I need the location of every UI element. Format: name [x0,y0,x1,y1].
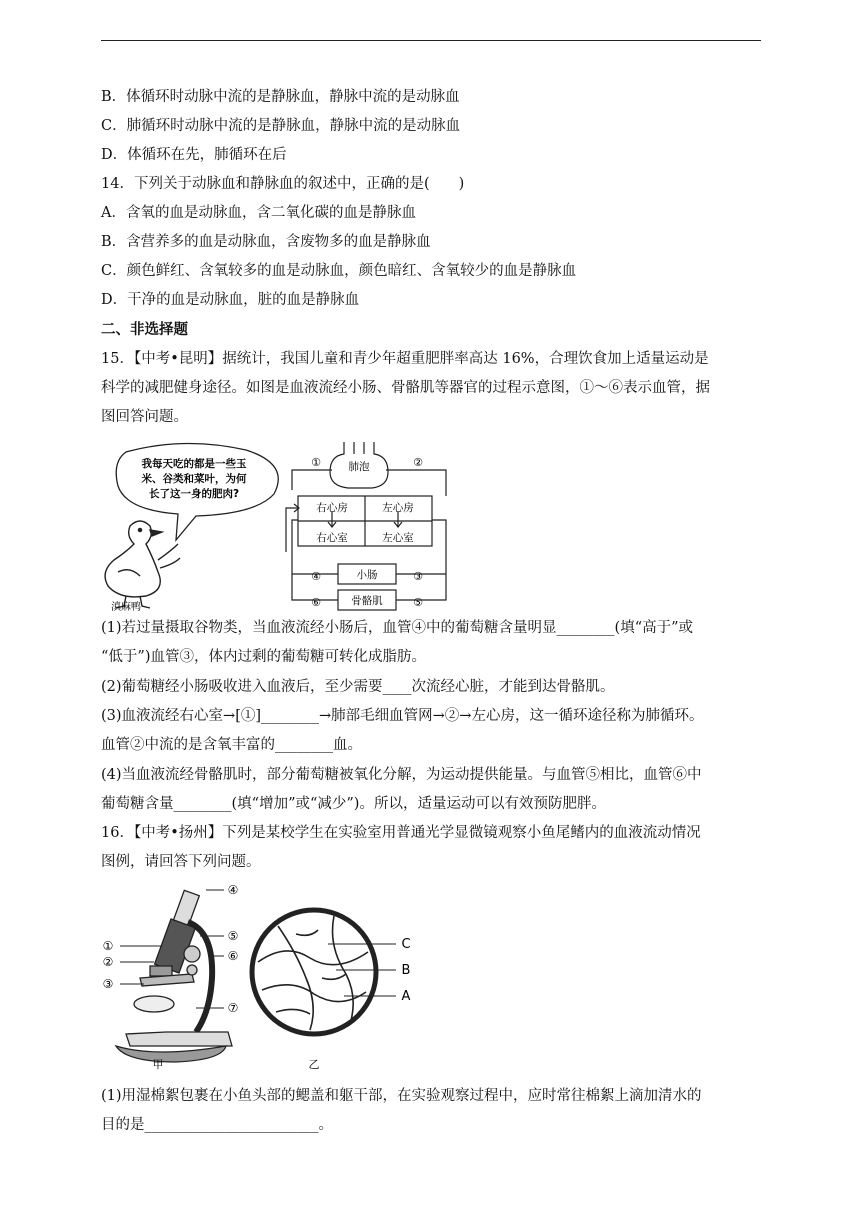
q13-option-b: B．体循环时动脉中流的是静脉血，静脉中流的是动脉血 [101,89,460,105]
vessel-label-a: A [401,989,411,1004]
microscope-part-4: ④ [227,883,239,897]
label-jia: 甲 [152,1058,164,1071]
q13-option-c: C．肺循环时动脉中流的是静脉血，静脉中流的是动脉血 [101,118,461,134]
bubble-text-2: 米、谷类和菜叶，为何 [141,473,247,485]
q15-part4-line1: (4)当血液流经骨骼肌时，部分葡萄糖被氧化分解，为运动提供能量。与血管⑤相比，血管⑥中 [101,767,702,783]
vessel-num-1: ① [311,456,321,469]
microscope-part-7: ⑦ [227,1001,239,1015]
q15-figure [96,440,466,616]
vein-line [292,520,338,574]
q16-stem-line2: 图例，请回答下列问题。 [101,854,261,870]
vessel-label-b: B [401,963,411,978]
label-left-ventricle: 左心室 [382,532,414,544]
vessel-label-c: C [401,937,411,952]
q15-stem-line1: 15．【中考•昆明】据统计，我国儿童和青少年超重肥胖率高达 16%，合理饮食加上适量运动是 [101,351,709,367]
field-of-view [252,910,376,1034]
q16-part1-line1: (1)用湿棉絮包裹在小鱼头部的鳃盖和躯干部，在实验观察过程中，应时常往棉絮上滴加清水的 [101,1088,702,1104]
q14-option-b: B．含营养多的血是动脉血，含废物多的血是静脉血 [101,234,431,250]
q16-part1-line2: 目的是________________________。 [101,1117,333,1133]
header-rule [101,40,761,41]
microscope-illustration [116,890,232,1062]
microscope-part-6: ⑥ [227,949,239,963]
q15-part2: (2)葡萄糖经小肠吸收进入血液后，至少需要____次流经心脏，才能到达骨骼肌。 [101,679,615,695]
vessel-1 [292,470,332,490]
q14-option-a: A．含氧的血是动脉血，含二氧化碳的血是静脉血 [101,205,416,221]
label-small-intestine: 小肠 [356,569,378,581]
bubble-text-1: 我每天吃的都是一些玉 [141,458,247,470]
q15-stem-line3: 图回答问题。 [101,409,188,425]
microscope-part-5: ⑤ [227,929,239,943]
q16-figure [96,882,426,1072]
q14-option-d: D．干净的血是动脉血，脏的血是静脉血 [101,292,360,308]
q15-part1-line1: (1)若过量摄取谷物类，当血液流经小肠后，血管④中的葡萄糖含量明显________(填“高于”或 [101,620,694,636]
label-right-ventricle: 右心室 [316,532,348,544]
label-skeletal-muscle: 骨骼肌 [351,595,383,607]
vessel-num-5: ⑤ [413,596,423,609]
vessel-2 [386,470,446,496]
label-yi: 乙 [308,1058,320,1071]
q15-part1-line2: “低于”)血管③，体内过剩的葡萄糖可转化成脂肪。 [101,649,426,665]
q15-stem-line2: 科学的减肥健身途径。如图是血液流经小肠、骨骼肌等器官的过程示意图，①～⑥表示血管，据 [101,380,710,396]
label-alveolus: 肺泡 [348,461,370,473]
microscope-part-2: ② [102,955,114,969]
label-right-atrium: 右心房 [316,502,348,514]
microscope-part-1: ① [102,939,114,953]
duck-caption: 滇麻鸭 [111,602,141,613]
q15-part3-line2: 血管②中流的是含氧丰富的________血。 [101,737,362,753]
section-heading: 二、非选择题 [101,321,188,338]
bubble-text-3: 长了这一身的肥肉? [148,488,240,500]
q13-option-d: D．体循环在先，肺循环在后 [101,147,287,163]
vessel-num-2: ② [413,456,423,469]
vessel-num-3: ③ [413,570,423,583]
q14-stem: 14．下列关于动脉血和静脉血的叙述中，正确的是( ) [101,176,465,192]
q16-stem-line1: 16．【中考•扬州】下列是某校学生在实验室用普通光学显微镜观察小鱼尾鳍内的血液流动情况 [101,825,701,841]
q15-part4-line2: 葡萄糖含量________(填“增加”或“减少”)。所以，适量运动可以有效预防肥胖。 [101,796,606,812]
microscope-part-3: ③ [102,977,114,991]
q14-option-c: C．颜色鲜红、含氧较多的血是动脉血，颜色暗红、含氧较少的血是静脉血 [101,263,577,279]
vessel-num-6: ⑥ [311,596,321,609]
q15-part3-line1: (3)血液流经右心室→[①]________→肺部毛细血管网→②→左心房，这一循环途径称为肺循环。 [101,708,704,724]
duck-illustration [105,521,180,608]
label-left-atrium: 左心房 [382,502,414,514]
vessel-num-4: ④ [311,570,321,583]
